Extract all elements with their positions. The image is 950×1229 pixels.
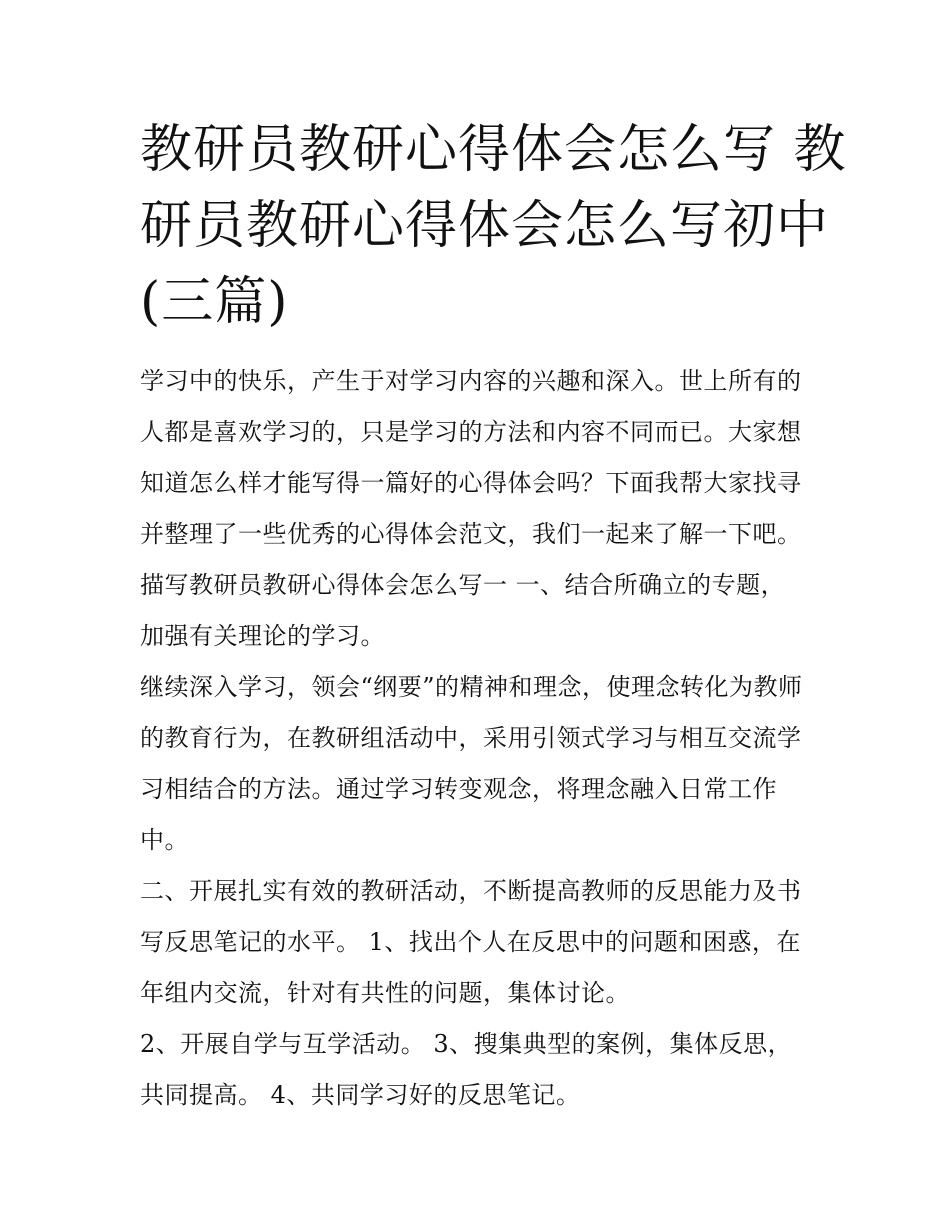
document-body	[140, 356, 830, 1121]
text-line: 知道怎么样才能写得一篇好的心得体会吗？下面我帮大家找寻	[140, 469, 802, 497]
text-line: 加强有关理论的学习。	[140, 622, 385, 650]
paragraph-section-one	[140, 560, 830, 662]
text-line: 2、开展自学与互学活动。 3、搜集典型的案例，集体反思，	[140, 1030, 793, 1058]
text-line: 写反思笔记的水平。 1、找出个人在反思中的问题和困惑，在	[140, 928, 801, 956]
text-line: 的教育行为，在教研组活动中，采用引领式学习与相互交流学	[140, 724, 802, 752]
paragraph-section-two	[140, 866, 830, 1019]
text-line: 年组内交流，针对有共性的问题，集体讨论。	[140, 979, 630, 1007]
text-line: 并整理了一些优秀的心得体会范文，我们一起来了解一下吧。	[140, 520, 802, 548]
text-line: 继续深入学习，领会“纲要”的精神和理念，使理念转化为教师	[140, 673, 803, 701]
text-line: 中。	[140, 826, 189, 854]
text-line: 习相结合的方法。通过学习转变观念，将理念融入日常工作	[140, 775, 777, 803]
text-line: 人都是喜欢学习的，只是学习的方法和内容不同而已。大家想	[140, 418, 802, 446]
title-line: (三篇)	[140, 272, 289, 332]
text-line: 描写教研员教研心得体会怎么写一 一、结合所确立的专题，	[140, 571, 786, 599]
text-line: 二、开展扎实有效的教研活动，不断提高教师的反思能力及书	[140, 877, 802, 905]
text-line: 共同提高。 4、共同学习好的反思笔记。	[140, 1081, 581, 1109]
title-line: 教研员教研心得体会怎么写 教	[140, 120, 847, 180]
paragraph-activities	[140, 1019, 830, 1121]
paragraph-study	[140, 662, 830, 866]
text-line: 学习中的快乐，产生于对学习内容的兴趣和深入。世上所有的	[140, 367, 802, 395]
document-title	[140, 112, 847, 340]
paragraph-intro	[140, 356, 830, 560]
title-line: 研员教研心得体会怎么写初中	[140, 196, 830, 256]
